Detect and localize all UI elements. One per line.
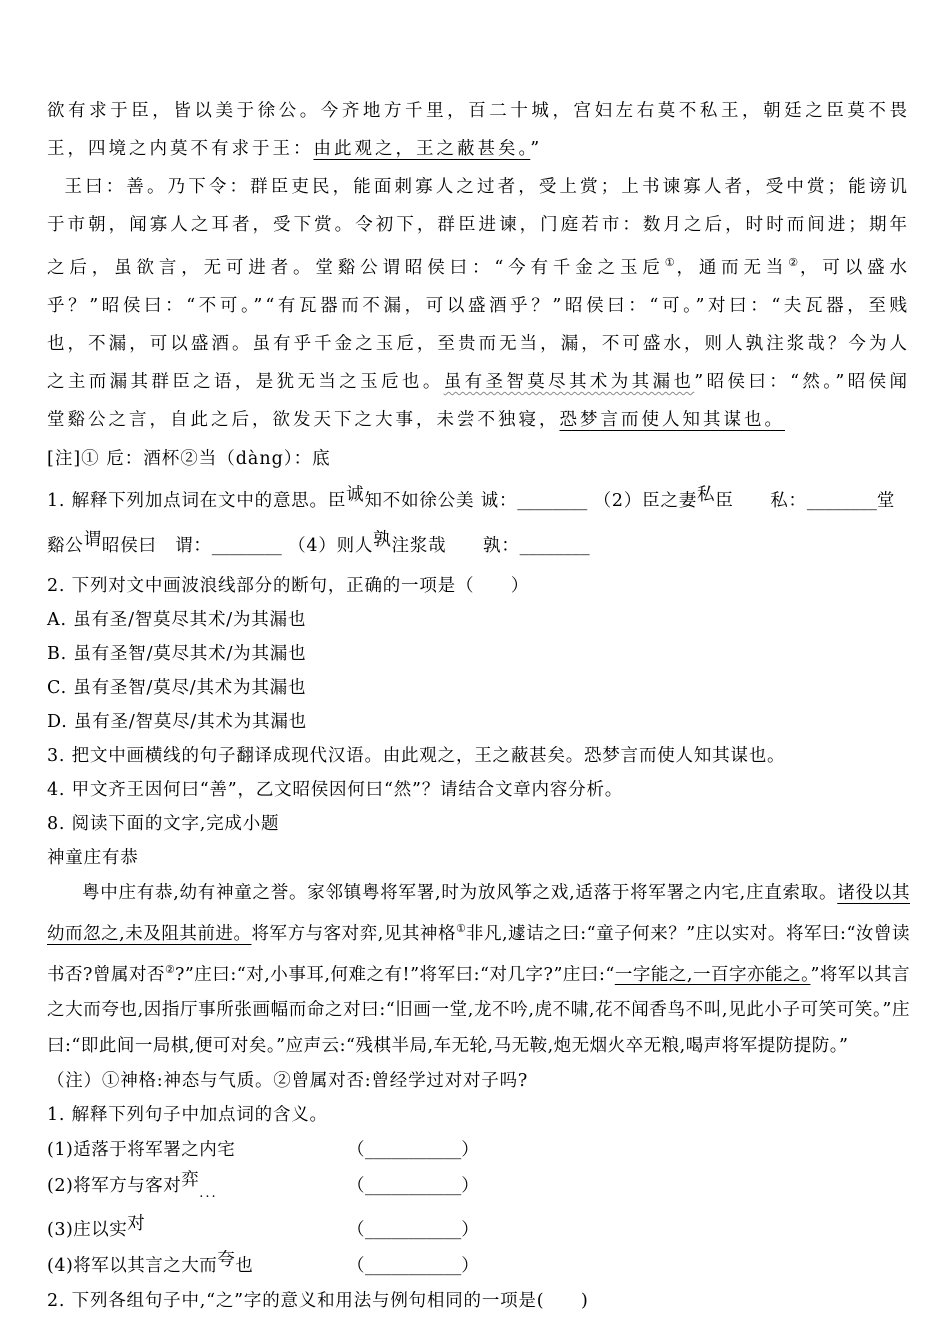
question-2-option-b xyxy=(47,637,910,671)
question-2 xyxy=(47,569,910,603)
question-1b xyxy=(47,1098,910,1132)
question-1b-item-3 xyxy=(47,1212,910,1248)
text-span: ） xyxy=(461,1256,480,1277)
passage2-title xyxy=(47,841,910,875)
text-span: 8. 阅读下面的文字,完成小题 xyxy=(47,813,280,834)
answer-row-bracket-blank xyxy=(347,1132,479,1168)
text-span: ，可以盛水乎？”昭侯曰：“不可。”“有瓦器而不漏，可以盛酒乎？”昭侯曰：“可。”对曰：“夫瓦器，至贱也，不漏，可以盛酒。虽有乎千金之玉卮，至贵而无当，漏，不可盛水，则人孰注浆哉？今为人之主而漏其群臣之语，是犹无当之玉卮也。 xyxy=(47,257,910,392)
answer-blank: ________ xyxy=(517,490,588,511)
question-3 xyxy=(47,739,910,773)
underlined-text: 一字能之,一百字亦能之。 xyxy=(614,964,811,985)
text-span: (1)适落于将军署之内宅 xyxy=(47,1140,236,1161)
answer-blank: ___________ xyxy=(365,1256,462,1277)
text-span: ） xyxy=(461,1220,480,1241)
answer-row-sentence xyxy=(47,1168,347,1212)
emphasized-word: 夸 xyxy=(217,1250,236,1271)
text-span: ”将军以其言之大而夸也,因指厅事所张画幅而命之对曰:“旧画一堂,龙不吟,虎不啸,花不闻香鸟不叫,见此小子可笑可笑。”庄曰:“即此间一局棋,便可对矣。”应声云:“残棋半局,车无轮,马无鞍,炮无烟火卒无粮,喝声将军提防提防。” xyxy=(47,964,910,1057)
text-span: 3. 把文中画横线的句子翻译成现代汉语。由此观之，王之蔽甚矣。恐梦言而使人知其谋也。 xyxy=(47,745,786,766)
passage1-footnote xyxy=(47,439,910,479)
wavy-underlined-text: 虽有圣智莫尽其术为其漏也 xyxy=(443,371,695,392)
text-span: 堂谿公 xyxy=(47,490,896,556)
passage1-paragraph-continuation xyxy=(47,92,910,168)
question-8-stem xyxy=(47,807,910,841)
text-span: （4）则人 xyxy=(281,535,374,556)
answer-blank: ___________ xyxy=(365,1220,462,1241)
footnote-ref: ① xyxy=(456,921,466,935)
answer-blank: ________ xyxy=(519,535,590,556)
text-span: ） xyxy=(461,1176,480,1197)
text-span: (2)将军方与客对 xyxy=(47,1176,182,1197)
text-span: 将军方与客对弈,见其神格 xyxy=(251,923,456,944)
passage1-paragraph-2 xyxy=(47,168,910,439)
text-span: 粤中庄有恭,幼有神童之誉。家邻镇粤将军署,时为放风筝之戏,适落于将军署之内宅,庄直索取。 xyxy=(82,882,838,903)
text-span: (3)庄以实 xyxy=(47,1220,128,1241)
question-1b-item-2 xyxy=(47,1168,910,1212)
text-span: ?”庄曰:“对,小事耳,何难之有!”将军曰:“对几字?”庄曰:“ xyxy=(174,964,615,985)
answer-row-sentence xyxy=(47,1248,347,1284)
text-span: D. 虽有圣/智莫尽/其术为其漏也 xyxy=(47,711,307,732)
text-span: 注浆哉 孰： xyxy=(391,535,520,556)
answer-blank: ___________ xyxy=(365,1176,462,1197)
underlined-text: 由此观之，王之蔽甚矣。 xyxy=(313,139,531,159)
text-span: ） xyxy=(461,1140,480,1161)
question-2-option-c xyxy=(47,671,910,705)
underlined-text: 诸役以其幼而忽之,未及阻其前进。 xyxy=(47,882,910,944)
footnote-ref: ② xyxy=(788,256,801,269)
text-span: （ xyxy=(347,1176,365,1197)
text-span: （注）①神格:神态与气质。②曾属对否:曾经学过对对子吗? xyxy=(47,1071,529,1092)
text-span: ”昭侯曰：“然。”昭侯闻堂谿公之言，自此之后，欲发天下之大事，未尝不独寝， xyxy=(47,371,911,430)
passage2-body xyxy=(47,875,910,1065)
footnote-ref: ② xyxy=(165,962,175,976)
question-2-option-d xyxy=(47,705,910,739)
text-span: 1. 解释下列句子中加点词的含义。 xyxy=(47,1105,328,1126)
text-span: ，通而无当 xyxy=(676,257,789,278)
text-span: 王曰：善。乃下令：群臣吏民，能面刺寡人之过者，受上赏；上书谏寡人者，受中赏；能谤讥于市朝，闻寡人之耳者，受下赏。令初下，群臣进谏，门庭若市：数月之后，时时而间进；期年之后，虽欲言，无可进者。堂谿公谓昭侯曰：“今有千金之玉卮 xyxy=(47,177,910,278)
text-span: 也 xyxy=(235,1256,254,1277)
question-2b xyxy=(47,1284,910,1318)
text-span: （ xyxy=(347,1256,365,1277)
text-span: （ xyxy=(347,1220,365,1241)
text-span: 昭侯曰 谓： xyxy=(101,535,212,556)
text-span: 欲有求于臣，皆以美于徐公。今齐地方千里，百二十城，宫妇左右莫不私王，朝廷之臣莫不畏王，四境之内莫不有求于王： xyxy=(47,101,910,159)
emphasized-word: 对 xyxy=(127,1214,146,1235)
emphasized-word: 谓 xyxy=(83,529,102,550)
text-span: 1. 解释下列加点词在文中的意思。臣 xyxy=(47,490,347,511)
emphasized-word: 私 xyxy=(697,484,716,505)
text-span: 知不如徐公美 诚： xyxy=(364,490,518,511)
text-span: A. 虽有圣/智莫尽其术/为其漏也 xyxy=(47,609,307,630)
question-1b-item-4 xyxy=(47,1248,910,1284)
emphasized-word: 孰 xyxy=(373,529,392,550)
emphasized-word: 诚 xyxy=(346,484,365,505)
text-span: (4)将军以其言之大而 xyxy=(47,1256,218,1277)
text-span: （2）臣之妻 xyxy=(587,490,698,511)
text-span: ” xyxy=(530,139,543,159)
answer-row-bracket-blank xyxy=(347,1248,479,1284)
text-span: C. 虽有圣智/莫尽/其术为其漏也 xyxy=(47,677,307,698)
text-span: 2. 下列对文中画波浪线部分的断句，正确的一项是（ ） xyxy=(47,575,530,596)
emphasized-word: 弈 xyxy=(181,1170,200,1191)
text-span: B. 虽有圣智/莫尽其术/为其漏也 xyxy=(47,643,307,664)
answer-blank: ________ xyxy=(806,490,877,511)
text-span: 4. 甲文齐王因何曰“善”，乙文昭侯因何曰“然”？请结合文章内容分析。 xyxy=(47,779,624,800)
question-1 xyxy=(47,479,910,569)
answer-row-sentence xyxy=(47,1212,347,1248)
answer-blank: ___________ xyxy=(365,1140,462,1161)
text-span: 非凡,遽诘之曰:“童子何来？”庄以实对。将军曰:“汝曾读书否?曾属对否 xyxy=(47,923,910,985)
question-4 xyxy=(47,773,910,807)
question-1b-item-1 xyxy=(47,1132,910,1168)
text-span: （ xyxy=(347,1140,365,1161)
document-body xyxy=(47,92,910,1318)
text-span: 臣 私： xyxy=(715,490,807,511)
answer-blank: ________ xyxy=(211,535,282,556)
footnote-ref: ① xyxy=(664,256,677,269)
text-span: 2. 下列各组句子中,“之”字的意义和用法与例句相同的一项是( ) xyxy=(47,1291,589,1312)
text-span: 神童庄有恭 xyxy=(47,847,139,868)
answer-row-sentence xyxy=(47,1132,347,1168)
emphasis-dots: ... xyxy=(199,1186,218,1202)
underlined-text: 恐梦言而使人知其谋也。 xyxy=(559,409,785,430)
text-span: [注]① 卮：酒杯②当（dàng）：底 xyxy=(47,448,331,469)
answer-row-bracket-blank xyxy=(347,1212,479,1248)
question-2-option-a xyxy=(47,603,910,637)
answer-row-bracket-blank xyxy=(347,1168,479,1212)
passage2-footnote xyxy=(47,1064,910,1098)
